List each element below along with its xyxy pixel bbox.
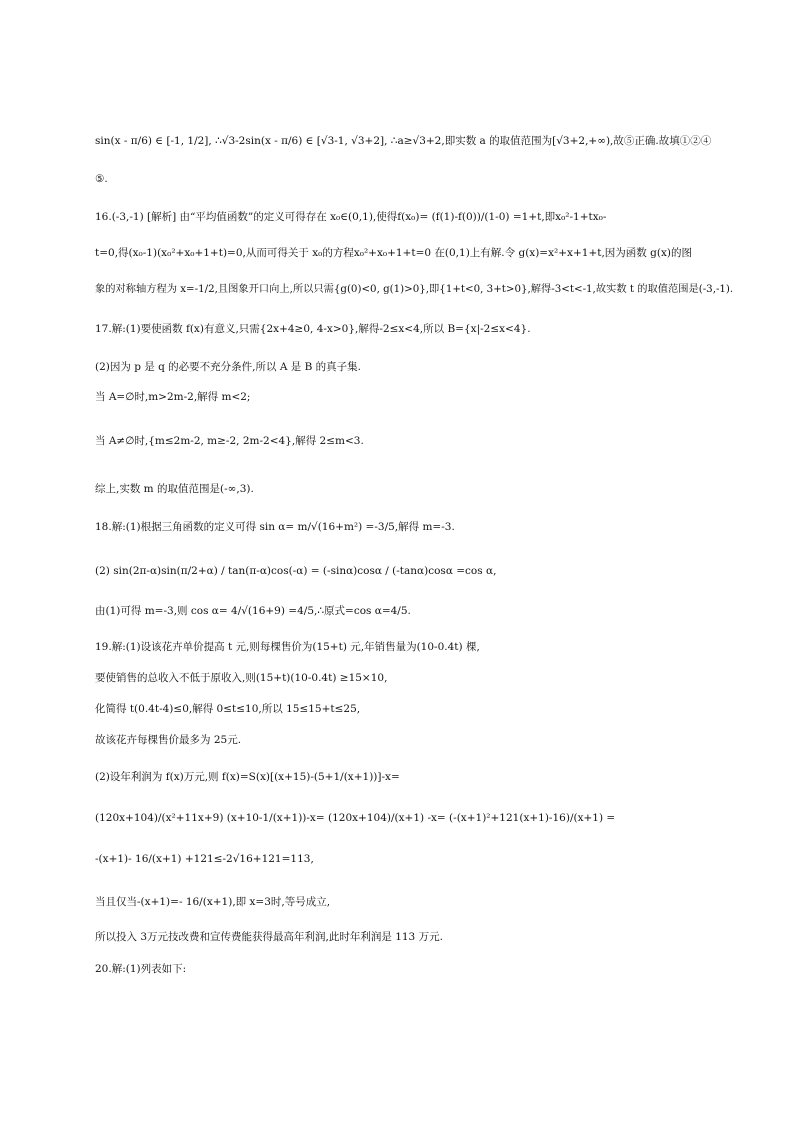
text-line: (2)设年利润为 f(x)万元,则 f(x)=S(x)[(x+15)-(5+1/(x+1))]-x= <box>95 771 400 783</box>
text-line: 化简得 t(0.4t-4)≤0,解得 0≤t≤10,所以 15≤15+t≤25, <box>95 703 361 715</box>
text-line: 16.(-3,-1) [解析] 由“平均值函数”的定义可得存在 x₀∈(0,1),使得f(x₀)= (f(1)-f(0))/(1-0) =1+t,即x₀²-1+tx₀- <box>95 211 607 223</box>
text-line: 象的对称轴方程为 x=-1/2,且图象开口向上,所以只需{g(0)<0, g(1)>0},即{1+t<0, 3+t>0},解得-3<t<-1,故实数 t 的取值范围是(-3,-1). <box>95 283 734 295</box>
text-line: sin(x - π/6) ∈ [-1, 1/2], ∴√3-2sin(x - π/6) ∈ [√3-1, √3+2], ∴a≥√3+2,即实数 a 的取值范围为[√3+2,+∞),故⑤正确.故填①②④ <box>95 135 712 147</box>
text-line: t=0,得(x₀-1)(x₀²+x₀+1+t)=0,从而可得关于 x₀的方程x₀²+x₀+1+t=0 在(0,1)上有解.令 g(x)=x²+x+1+t,因为函数 g(x)的图 <box>95 247 692 259</box>
text-line: 当 A=∅时,m>2m-2,解得 m<2; <box>95 391 251 403</box>
text-line: 当 A≠∅时,{m≤2m-2, m≥-2, 2m-2<4},解得 2≤m<3. <box>95 435 364 447</box>
text-line: -(x+1)- 16/(x+1) +121≤-2√16+121=113, <box>95 853 314 865</box>
text-line: (2) sin(2π-α)sin(π/2+α) / tan(π-α)cos(-α) = (-sinα)cosα / (-tanα)cosα =cos α, <box>95 565 497 577</box>
text-line: 故该花卉每棵售价最多为 25元. <box>95 734 242 746</box>
text-line: 17.解:(1)要使函数 f(x)有意义,只需{2x+4≥0, 4-x>0},解得-2≤x<4,所以 B={x|-2≤x<4}. <box>95 323 531 335</box>
text-line: 20.解:(1)列表如下: <box>95 963 187 975</box>
text-line: 所以投入 3万元技改费和宣传费能获得最高年利润,此时年利润是 113 万元. <box>95 931 443 943</box>
text-line: ⑤. <box>95 173 108 185</box>
text-line: 19.解:(1)设该花卉单价提高 t 元,则每棵售价为(15+t) 元,年销售量为(10-0.4t) 棵, <box>95 641 480 653</box>
text-line: (120x+104)/(x²+11x+9) (x+10-1/(x+1))-x= (120x+104)/(x+1) -x= (-(x+1)²+121(x+1)-16)/(x+1) = <box>95 812 616 824</box>
text-line: (2)因为 p 是 q 的必要不充分条件,所以 A 是 B 的真子集. <box>95 361 361 373</box>
text-line: 要使销售的总收入不低于原收入,则(15+t)(10-0.4t) ≥15×10, <box>95 672 388 684</box>
text-line: 18.解:(1)根据三角函数的定义可得 sin α= m/√(16+m²) =-3/5,解得 m=-3. <box>95 521 455 533</box>
text-line: 当且仅当-(x+1)=- 16/(x+1),即 x=3时,等号成立, <box>95 896 331 908</box>
text-line: 综上,实数 m 的取值范围是(-∞,3). <box>95 483 254 495</box>
text-line: 由(1)可得 m=-3,则 cos α= 4/√(16+9) =4/5,∴原式=cos α=4/5. <box>95 605 411 617</box>
